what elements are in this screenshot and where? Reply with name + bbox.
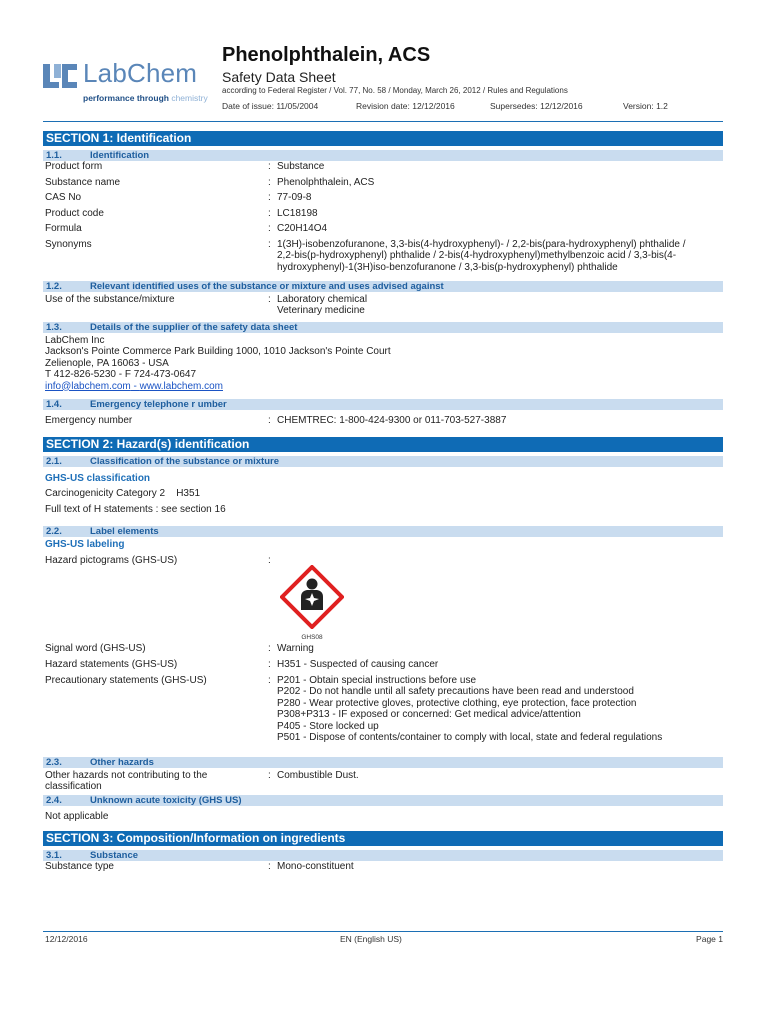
subsection-number: 1.3. [46, 321, 62, 333]
field-cas-no [43, 192, 723, 208]
colon: : [268, 674, 271, 686]
subsection-1-3 [43, 322, 723, 333]
logo-tagline [83, 93, 208, 103]
version: Version: 1.2 [623, 101, 668, 111]
full-text-note: Full text of H statements : see section 16 [45, 504, 226, 515]
subsection-number: 2.2. [46, 526, 62, 537]
field-label: Product form [45, 161, 103, 172]
subsection-1-1 [43, 150, 723, 161]
footer-date: 12/12/2016 [45, 934, 88, 944]
field-value: 77-09-8 [277, 192, 312, 203]
use-line: Laboratory chemical [277, 293, 368, 305]
colon: : [268, 642, 271, 654]
supplier-line: Jackson's Pointe Commerce Park Building 1000, 1010 Jackson's Pointe Court [45, 346, 391, 357]
field-product-code [43, 208, 723, 224]
field-synonyms [43, 239, 723, 281]
field-value: LC18198 [277, 207, 318, 219]
field-value: CHEMTREC: 1-800-424-9300 or 011-703-527-3887 [277, 415, 507, 426]
subsection-3-1 [43, 850, 723, 861]
field-value: Substance [277, 161, 325, 172]
subsection-title: Identification [90, 150, 150, 161]
field-label: Synonyms [45, 238, 92, 250]
colon: : [268, 192, 271, 203]
field-hazard-statements [43, 659, 723, 675]
pictogram-caption: GHS08 [301, 634, 323, 641]
pictogram-ghs08 [280, 565, 344, 639]
subsection-number: 2.4. [46, 794, 62, 806]
ghs-labeling-heading: GHS-US labeling [45, 539, 125, 550]
field-label: Hazard statements (GHS-US) [45, 658, 178, 670]
subsection-number: 1.1. [46, 150, 62, 161]
regulation-reference: according to Federal Register / Vol. 77, No. 58 / Monday, March 26, 2012 / Rules and Regulations [222, 86, 568, 95]
logo-text: LabChem [83, 58, 198, 88]
document-body [43, 131, 723, 875]
use-line: Veterinary medicine [277, 305, 365, 316]
supplier-line: LabChem Inc [45, 334, 105, 346]
footer-divider [43, 931, 723, 932]
labchem-logo-mark-icon [43, 60, 77, 90]
field-label: Formula [45, 223, 82, 234]
precaution-line: P280 - Wear protective gloves, protective clothing, eye protection, face protection [277, 697, 637, 709]
colon: : [268, 207, 271, 219]
supplier-links [45, 381, 723, 393]
subsection-number: 2.1. [46, 456, 62, 467]
colon: : [268, 161, 271, 172]
colon: : [268, 860, 271, 872]
subsection-title: Other hazards [90, 756, 154, 768]
subsection-title: Emergency telephone r umber [90, 399, 227, 410]
subsection-number: 1.2. [46, 280, 62, 292]
subsection-2-1 [43, 456, 723, 467]
synonym-line: hydroxyphenyl)-1(3H)iso-benzofuranone / 3,3-bis(p-hydroxyphenyl) phthalide [277, 261, 618, 273]
supplier-details [43, 335, 723, 393]
precaution-line: P201 - Obtain special instructions before use [277, 674, 476, 686]
field-value: Combustible Dust. [277, 769, 359, 781]
email-link[interactable]: info@labchem.com [45, 380, 131, 392]
supplier-line: Zelienople, PA 16063 - USA [45, 357, 169, 369]
field-substance-name [43, 177, 723, 193]
subsection-number: 2.3. [46, 756, 62, 768]
colon: : [268, 415, 271, 426]
page-footer [43, 934, 723, 946]
document-header [0, 0, 768, 122]
field-label: Hazard pictograms (GHS-US) [45, 554, 178, 566]
ghs-classification-heading: GHS-US classification [45, 473, 151, 484]
section-1-title: SECTION 1: Identification [43, 131, 723, 146]
precaution-line: P501 - Dispose of contents/container to comply with local, state and federal regulations [277, 732, 663, 743]
footer-page-number: Page 1 [696, 934, 723, 944]
field-label: Precautionary statements (GHS-US) [45, 674, 207, 686]
colon: : [268, 658, 271, 670]
precaution-line: P202 - Do not handle until all safety precautions have been read and understood [277, 686, 634, 697]
subsection-1-4 [43, 399, 723, 410]
field-hazard-pictograms [43, 555, 723, 643]
field-label: Emergency number [45, 415, 133, 426]
field-label: Use of the substance/mixture [45, 293, 175, 305]
field-value: H351 - Suspected of causing cancer [277, 658, 439, 670]
subsection-title: Label elements [90, 526, 159, 537]
subsection-title: Relevant identified uses of the substance or mixture and uses advised against [90, 280, 444, 292]
synonym-line: 1(3H)-isobenzofuranone, 3,3-bis(4-hydroxyphenyl)- / 2,2-bis(para-hydroxyphenyl) phthalide / [277, 238, 686, 250]
field-emergency-number [43, 415, 723, 437]
field-signal-word [43, 643, 723, 659]
field-precautionary-statements [43, 675, 723, 757]
field-product-form [43, 161, 723, 177]
colon: : [268, 176, 271, 188]
carcinogenicity-line [43, 488, 723, 500]
section-2-title: SECTION 2: Hazard(s) identification [43, 437, 723, 452]
field-value: Phenolphthalein, ACS [277, 176, 375, 188]
subsection-2-2 [43, 526, 723, 537]
document-dates [222, 101, 722, 113]
colon: : [268, 554, 271, 566]
precaution-line: P308+P313 - IF exposed or concerned: Get medical advice/attention [277, 709, 581, 720]
health-hazard-icon [280, 565, 344, 629]
subsection-title: Classification of the substance or mixture [90, 456, 279, 467]
field-value [277, 675, 717, 744]
carcinogenicity-code: H351 [176, 487, 201, 499]
subsection-number: 3.1. [46, 849, 62, 861]
supplier-line: T 412-826-5230 - F 724-473-0647 [45, 369, 197, 380]
subsection-title: Unknown acute toxicity (GHS US) [90, 794, 242, 806]
field-label: Substance name [45, 176, 121, 188]
colon: : [268, 293, 271, 305]
precaution-line: P405 - Store locked up [277, 720, 379, 732]
field-value: C20H14O4 [277, 223, 328, 234]
field-substance-type [43, 861, 723, 875]
link-separator: - [130, 380, 140, 392]
footer-language: EN (English US) [340, 934, 402, 944]
labchem-logo [43, 58, 228, 106]
subsection-2-4 [43, 795, 723, 806]
logo-tagline-light: chemistry [171, 93, 208, 103]
field-other-hazards [43, 770, 723, 795]
field-value: Mono-constituent [277, 860, 354, 872]
header-divider [43, 121, 723, 122]
logo-tagline-bold: performance through [83, 93, 169, 103]
field-value [277, 239, 717, 274]
field-label: CAS No [45, 192, 82, 203]
document-title: Phenolphthalein, ACS [222, 44, 431, 66]
subsection-number: 1.4. [46, 399, 62, 410]
field-label: Signal word (GHS-US) [45, 642, 146, 654]
subsection-title: Details of the supplier of the safety data sheet [90, 321, 298, 333]
colon: : [268, 223, 271, 234]
field-label [45, 770, 265, 793]
not-applicable-text: Not applicable [45, 810, 109, 822]
synonym-line: 2,2-bis(p-hydroxyphenyl) phthalide / 2-bis(4-hydroxyphenyl)methylbenzoic acid / 3,3-bis(4- [277, 250, 677, 261]
field-label-line: classification [45, 781, 102, 792]
subsection-1-2 [43, 281, 723, 292]
supersedes: Supersedes: 12/12/2016 [490, 101, 583, 111]
field-formula [43, 223, 723, 239]
field-label: Product code [45, 207, 104, 219]
field-value [277, 294, 717, 317]
date-of-issue: Date of issue: 11/05/2004 [222, 101, 319, 111]
revision-date: Revision date: 12/12/2016 [356, 101, 455, 111]
colon: : [268, 238, 271, 250]
website-link[interactable]: www.labchem.com [139, 380, 223, 392]
field-label: Substance type [45, 860, 114, 872]
field-use [43, 294, 723, 322]
document-subtitle: Safety Data Sheet [222, 69, 336, 85]
colon: : [268, 769, 271, 781]
field-label-line: Other hazards not contributing to the [45, 769, 208, 781]
carcinogenicity-category: Carcinogenicity Category 2 [45, 487, 166, 499]
section-3-title: SECTION 3: Composition/Information on ingredients [43, 831, 723, 846]
subsection-2-3 [43, 757, 723, 768]
subsection-title: Substance [90, 849, 139, 861]
field-value: Warning [277, 642, 314, 654]
